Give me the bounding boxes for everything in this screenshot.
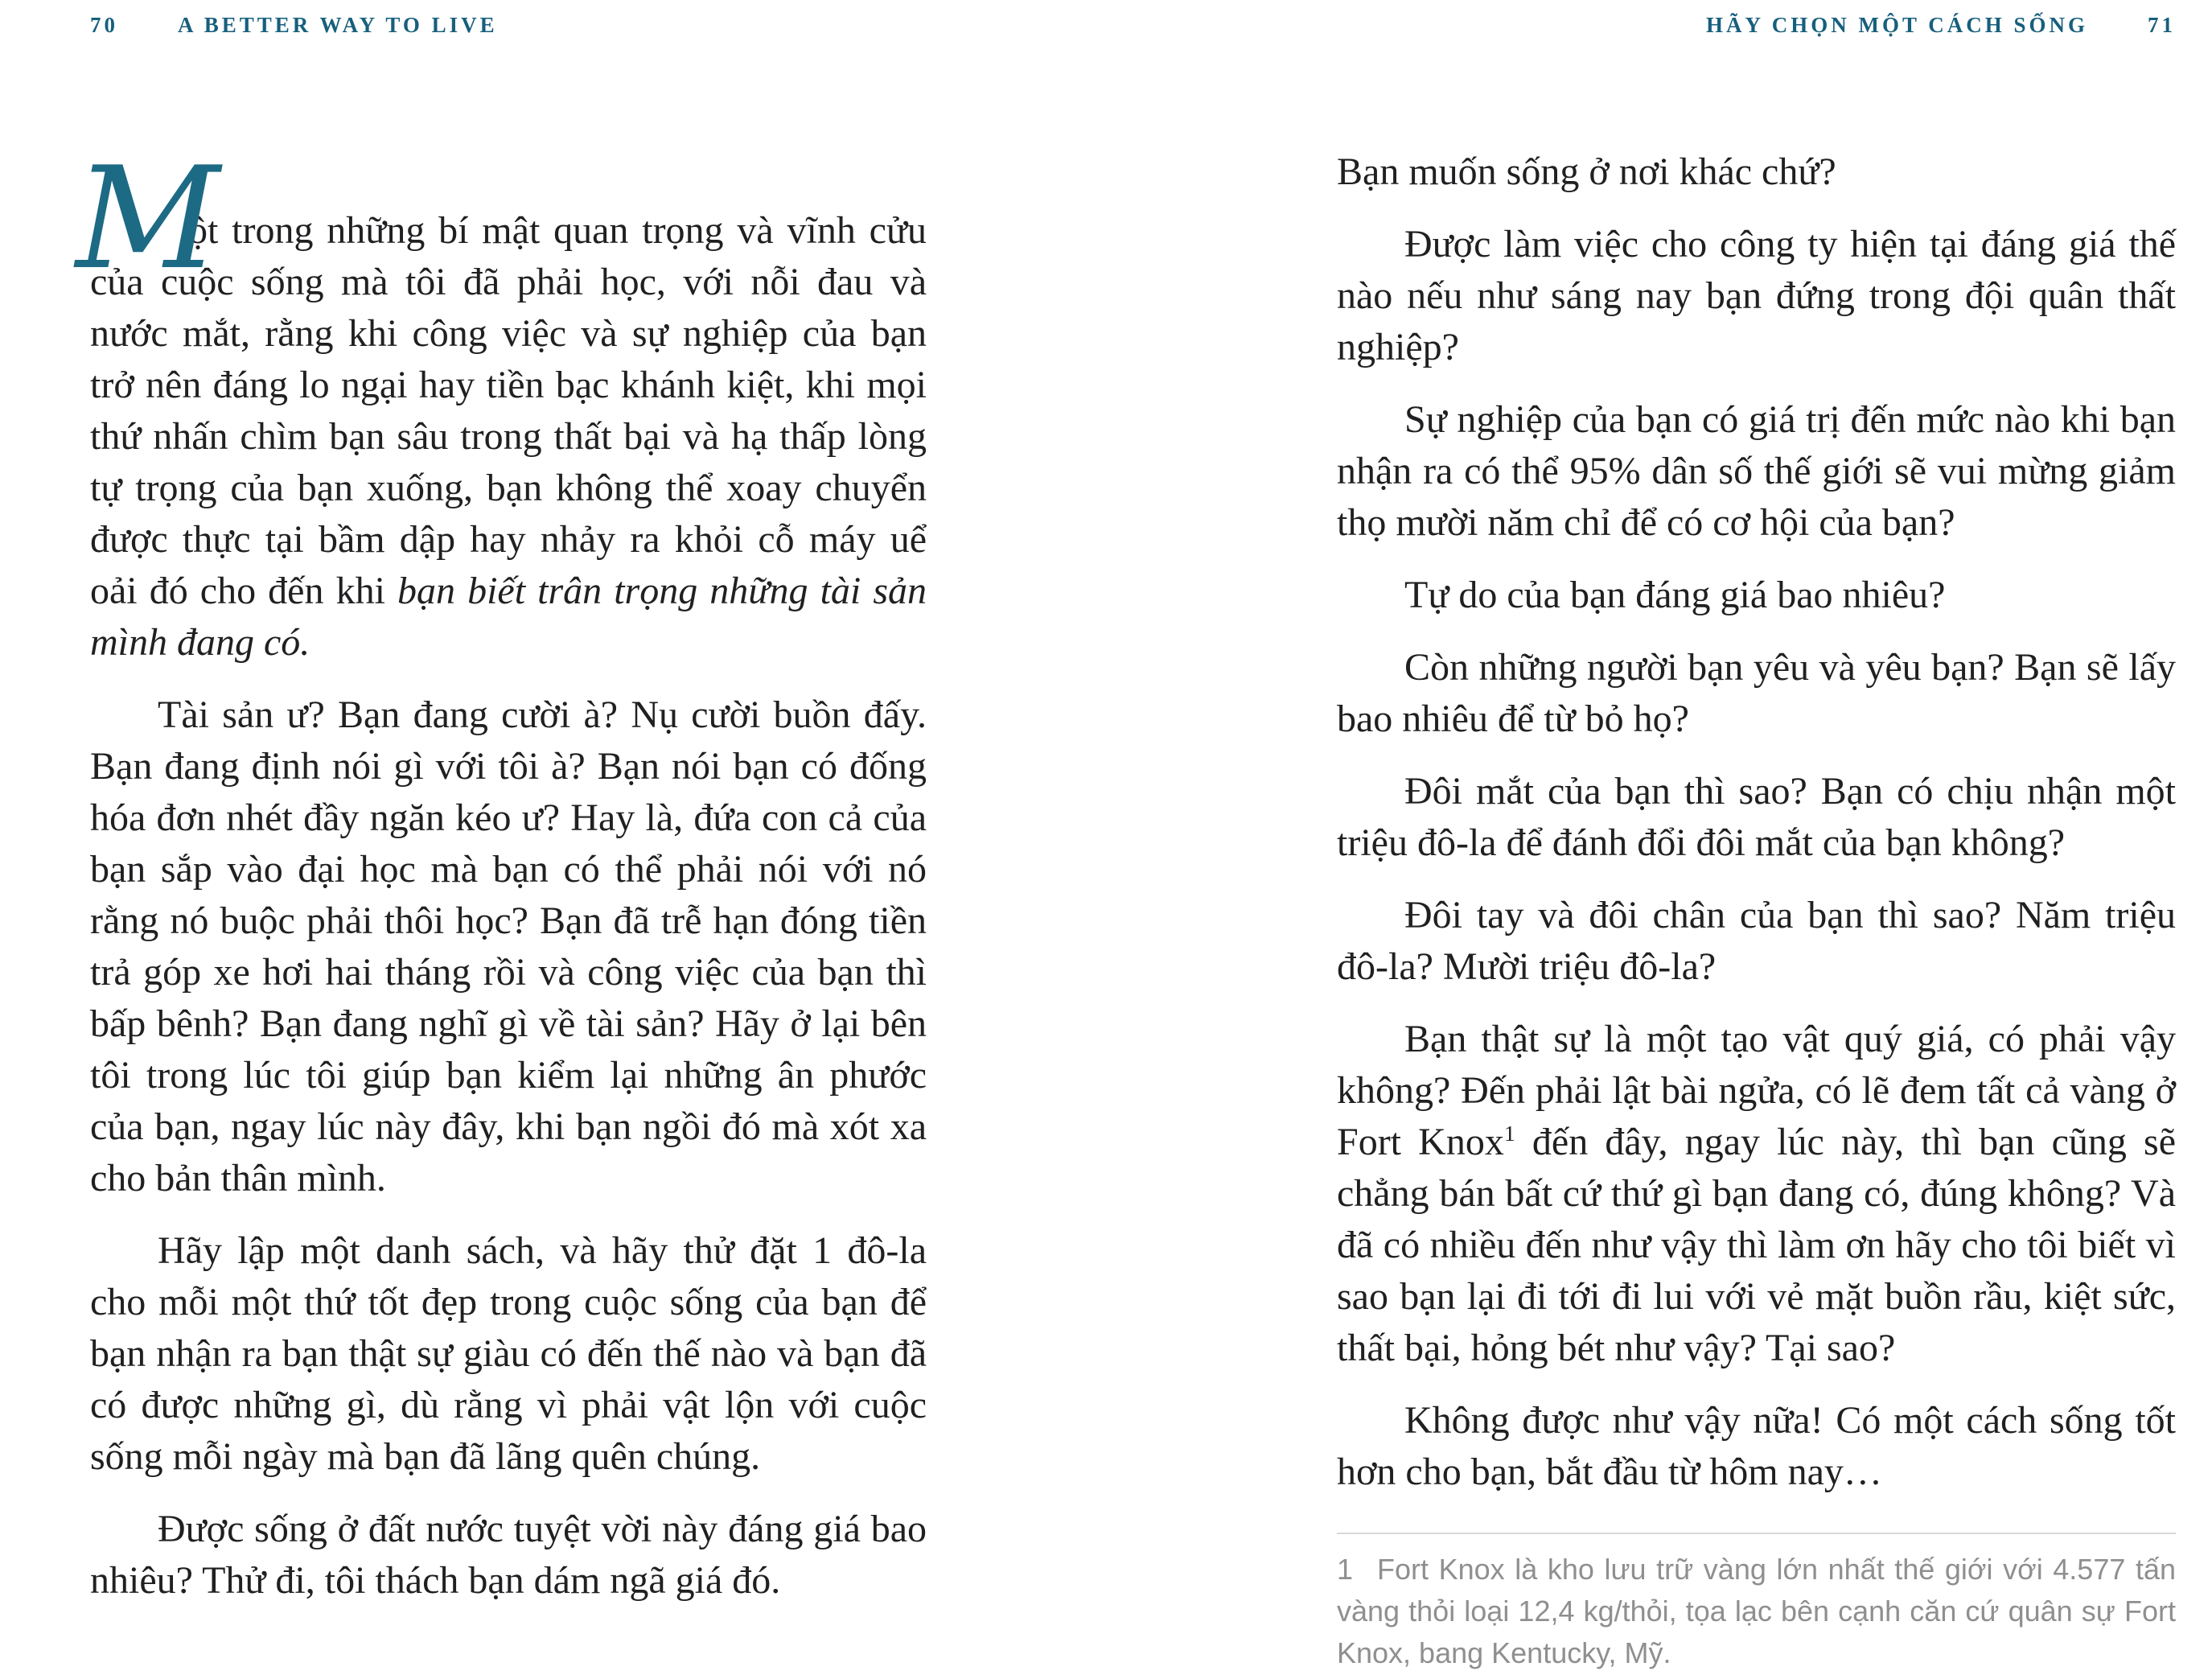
paragraph-with-footnote-ref [1337,1014,2176,1374]
opening-paragraph-text: ột trong những bí mật quan trọng và vĩnh cửu của cuộc sống mà tôi đã phải học, với nỗi đau và nước mắt, rằng khi công việc và sự nghiệp của bạn trở nên đáng lo ngại hay tiền bạc khánh kiệt, khi mọi thứ nhấn chìm bạn sâu trong thất bại và hạ thấp lòng tự trọng của bạn xuống, bạn không thể xoay chuyển được thực tại bầm dập hay nhảy ra khỏi cỗ máy uể oải đó cho đến khi [90,209,927,612]
page-number-left: 70 [90,13,118,37]
page-number-right: 71 [2148,13,2176,37]
paragraph: Sự nghiệp của bạn có giá trị đến mức nào khi bạn nhận ra có thể 95% dân số thế giới sẽ vui mừng giảm thọ mười năm chỉ để có cơ hội của bạn? [1337,398,2176,544]
paragraph: Tài sản ư? Bạn đang cười à? Nụ cười buồn đấy. Bạn đang định nói gì với tôi à? Bạn nói bạn có đống hóa đơn nhét đầy ngăn kéo ư? Hay là, đứa con cả của bạn sắp vào đại học mà bạn có thể phải nói với nó rằng nó buộc phải thôi học? Bạn đã trễ hạn đóng tiền trả góp xe hơi hai tháng rồi và công việc của bạn thì bấp bênh? Bạn đang nghĩ gì về tài sản? Hãy ở lại bên tôi trong lúc tôi giúp bạn kiểm lại những ân phước của bạn, ngay lúc này đây, khi bạn ngồi đó mà xót xa cho bản thân mình. [90,693,927,1200]
footnote-marker: 1 [1337,1553,1354,1586]
footnote-text: Fort Knox là kho lưu trữ vàng lớn nhất thế giới với 4.577 tấn vàng thỏi loại 12,4 kg/thỏi, tọa lạc bên cạnh căn cứ quân sự Fort Knox, bang Kentucky, Mỹ. [1337,1553,2176,1669]
paragraph: Đôi tay và đôi chân của bạn thì sao? Năm triệu đô-la? Mười triệu đô-la? [1337,894,2176,988]
opening-paragraph [76,138,927,669]
page-right-content [1337,146,2176,1519]
footnote [1337,1549,2176,1674]
paragraph: Bạn muốn sống ở nơi khác chứ? [1337,150,1836,193]
footnote-rule [1337,1533,2176,1534]
running-title-right: HÃY CHỌN MỘT CÁCH SỐNG [1705,13,2088,37]
footnote-block [1337,1533,2176,1674]
paragraph: Được sống ở đất nước tuyệt vời này đáng giá bao nhiêu? Thử đi, tôi thách bạn dám ngã giá đó. [90,1508,927,1602]
paragraph: Không được như vậy nữa! Có một cách sống tốt hơn cho bạn, bắt đầu từ hôm nay… [1337,1399,2176,1493]
dropcap-letter: M [76,138,220,301]
paragraph: Còn những người bạn yêu và yêu bạn? Bạn sẽ lấy bao nhiêu để từ bỏ họ? [1337,646,2176,740]
footnote-reference: 1 [1503,1121,1515,1146]
paragraph-text: Bạn thật sự là một tạo vật quý giá, có phải vậy không? Đến phải lật bài ngửa, có lẽ đem tất cả vàng ở Fort Knox [1337,1018,2176,1163]
page-left [76,0,927,1679]
paragraph: Hãy lập một danh sách, và hãy thử đặt 1 đô-la cho mỗi một thứ tốt đẹp trong cuộc sống của bạn để bạn nhận ra bạn thật sự giàu có đến thế nào và bạn đã có được những gì, dù rằng vì phải vật lộn với cuộc sống mỗi ngày mà bạn đã lãng quên chúng. [90,1229,927,1478]
paragraph: Đôi mắt của bạn thì sao? Bạn có chịu nhận một triệu đô-la để đánh đổi đôi mắt của bạn không? [1337,770,2176,864]
paragraph: Tự do của bạn đáng giá bao nhiêu? [1404,574,1946,616]
running-header-left [90,13,927,38]
running-header-right [1337,13,2176,38]
page-left-content [76,138,927,1628]
paragraph: Được làm việc cho công ty hiện tại đáng giá thế nào nếu như sáng nay bạn đứng trong đội quân thất nghiệp? [1337,223,2176,368]
running-title-left: A BETTER WAY TO LIVE [178,13,498,37]
opening-paragraph-emphasis: bạn biết trân trọng những tài sản mình đang có. [90,570,927,664]
paragraph-text: đến đây, ngay lúc này, thì bạn cũng sẽ chẳng bán bất cứ thứ gì bạn đang có, đúng không? Và đã có nhiều đến như vậy thì làm ơn hãy cho tôi biết vì sao bạn lại đi tới đi lui với vẻ mặt buồn rầu, kiệt sức, thất bại, hỏng bét như vậy? Tại sao? [1337,1121,2177,1369]
page-right [1337,0,2176,1679]
